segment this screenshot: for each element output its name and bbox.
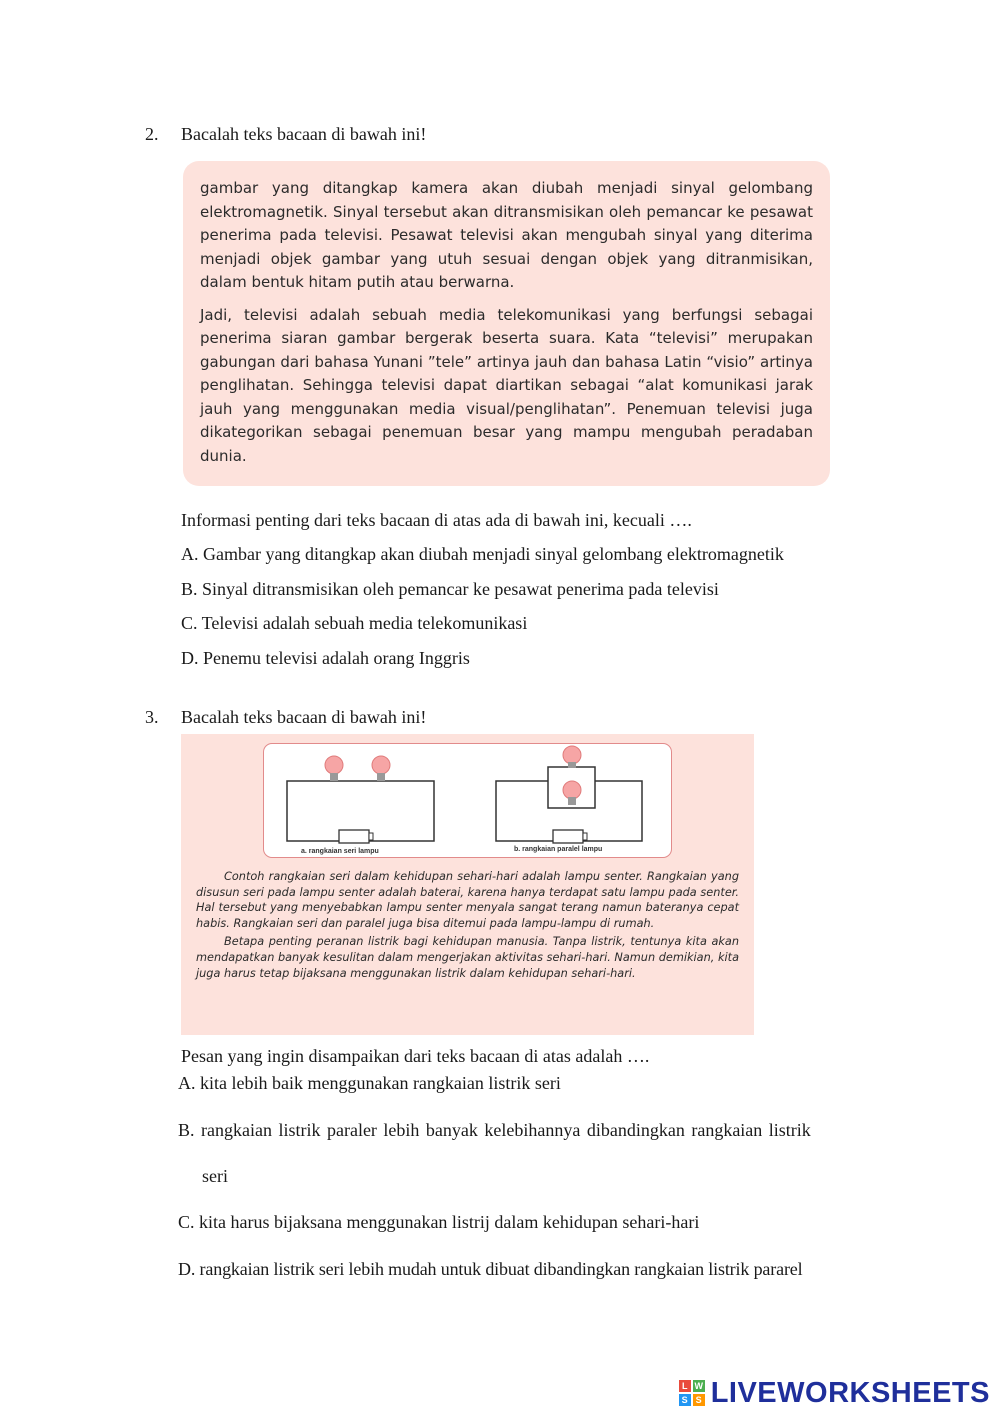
parallel-circuit — [496, 746, 642, 853]
circuit-diagram-svg — [264, 744, 670, 856]
question-2-number: 2. — [145, 124, 159, 144]
liveworksheets-logo — [679, 1376, 990, 1410]
circuit-diagram — [263, 743, 672, 858]
question-2-option-b[interactable]: B. Sinyal ditransmisikan oleh pemancar ke pesawat penerima pada televisi — [181, 579, 719, 599]
question-3-option-b[interactable]: B. rangkaian listrik paraler lebih banyak kelebihannya dibandingkan rangkaian listrik — [178, 1120, 811, 1140]
logo-tile: W — [694, 1381, 703, 1391]
question-2-option-a[interactable]: A. Gambar yang ditangkap akan diubah menjadi sinyal gelombang elektromagnetik — [181, 544, 784, 564]
series-caption: a. rangkaian seri lampu — [301, 848, 379, 855]
reading-passage-electric-circuit — [181, 734, 754, 1035]
parallel-caption: b. rangkaian paralel lampu — [514, 846, 603, 853]
series-circuit — [287, 756, 434, 855]
question-2-title: Bacalah teks bacaan di bawah ini! — [181, 124, 427, 144]
question-2-option-c[interactable]: C. Televisi adalah sebuah media telekomunikasi — [181, 613, 528, 633]
logo-text: LIVEWORKSHEETS — [710, 1376, 990, 1409]
question-3-prompt: Pesan yang ingin disampaikan dari teks bacaan di atas adalah …. — [181, 1046, 650, 1066]
logo-mark-icon — [679, 1380, 705, 1406]
question-3-option-d[interactable]: D. rangkaian listrik seri lebih mudah untuk dibuat dibandingkan rangkaian listrik pararel — [178, 1259, 803, 1279]
question-3-option-b-continued[interactable]: seri — [202, 1166, 228, 1186]
question-3-title: Bacalah teks bacaan di bawah ini! — [181, 707, 427, 727]
question-2-prompt: Informasi penting dari teks bacaan di atas ada di bawah ini, kecuali …. — [181, 510, 692, 530]
logo-tile: L — [679, 1380, 691, 1392]
logo-tile: S — [693, 1394, 705, 1406]
reading-passage-television — [183, 161, 830, 486]
question-3-number: 3. — [145, 707, 159, 727]
passage-paragraph: Betapa penting peranan listrik bagi kehidupan manusia. Tanpa listrik, tentunya kita akan mendapatkan banyak kesulitan dalam mengerjakan aktivitas sehari-hari. Namun demikian, kita juga harus tetap bijaksana menggunakan listrik dalam kehidupan sehari-hari. — [196, 935, 739, 980]
question-3-option-a[interactable]: A. kita lebih baik menggunakan rangkaian listrik seri — [178, 1073, 561, 1093]
passage-paragraph: gambar yang ditangkap kamera akan diubah menjadi sinyal gelombang elektromagnetik. Sinyal tersebut akan ditransmisikan oleh pemancar ke pesawat penerima pada televisi. Pesawat televisi akan mengubah sinyal yang diterima menjadi objek gambar yang utuh sesuai dengan objek yang ditranmisikan, dalam bentuk hitam putih atau berwarna. — [200, 179, 813, 291]
passage-paragraph: Contoh rangkaian seri dalam kehidupan sehari-hari adalah lampu senter. Rangkaian yang disusun seri pada lampu senter adalah baterai, karena hanya terdapat satu lampu pada senter. Hal tersebut yang menyebabkan lampu senter menyala sangat terang namun bateranya cepat habis. Rangkaian seri dan paralel juga bisa ditemui pada lampu-lampu di rumah. — [196, 870, 739, 930]
passage-text — [196, 869, 739, 984]
question-2-option-d[interactable]: D. Penemu televisi adalah orang Inggris — [181, 648, 470, 668]
passage-paragraph: Jadi, televisi adalah sebuah media telekomunikasi yang berfungsi sebagai penerima siaran gambar bergerak beserta suara. Kata “televisi” merupakan gabungan dari bahasa Yunani ”tele” artinya jauh dan bahasa Latin “visio” artinya penglihatan. Sehingga televisi dapat diartikan sebagai “alat komunikasi jarak jauh yang menggunakan media visual/penglihatan”. Penemuan televisi juga dikategorikan sebagai penemuan besar yang mampu mengubah peradaban dunia. — [200, 305, 813, 465]
logo-tile: S — [679, 1394, 691, 1406]
question-3-option-c[interactable]: C. kita harus bijaksana menggunakan listrij dalam kehidupan sehari-hari — [178, 1212, 700, 1232]
